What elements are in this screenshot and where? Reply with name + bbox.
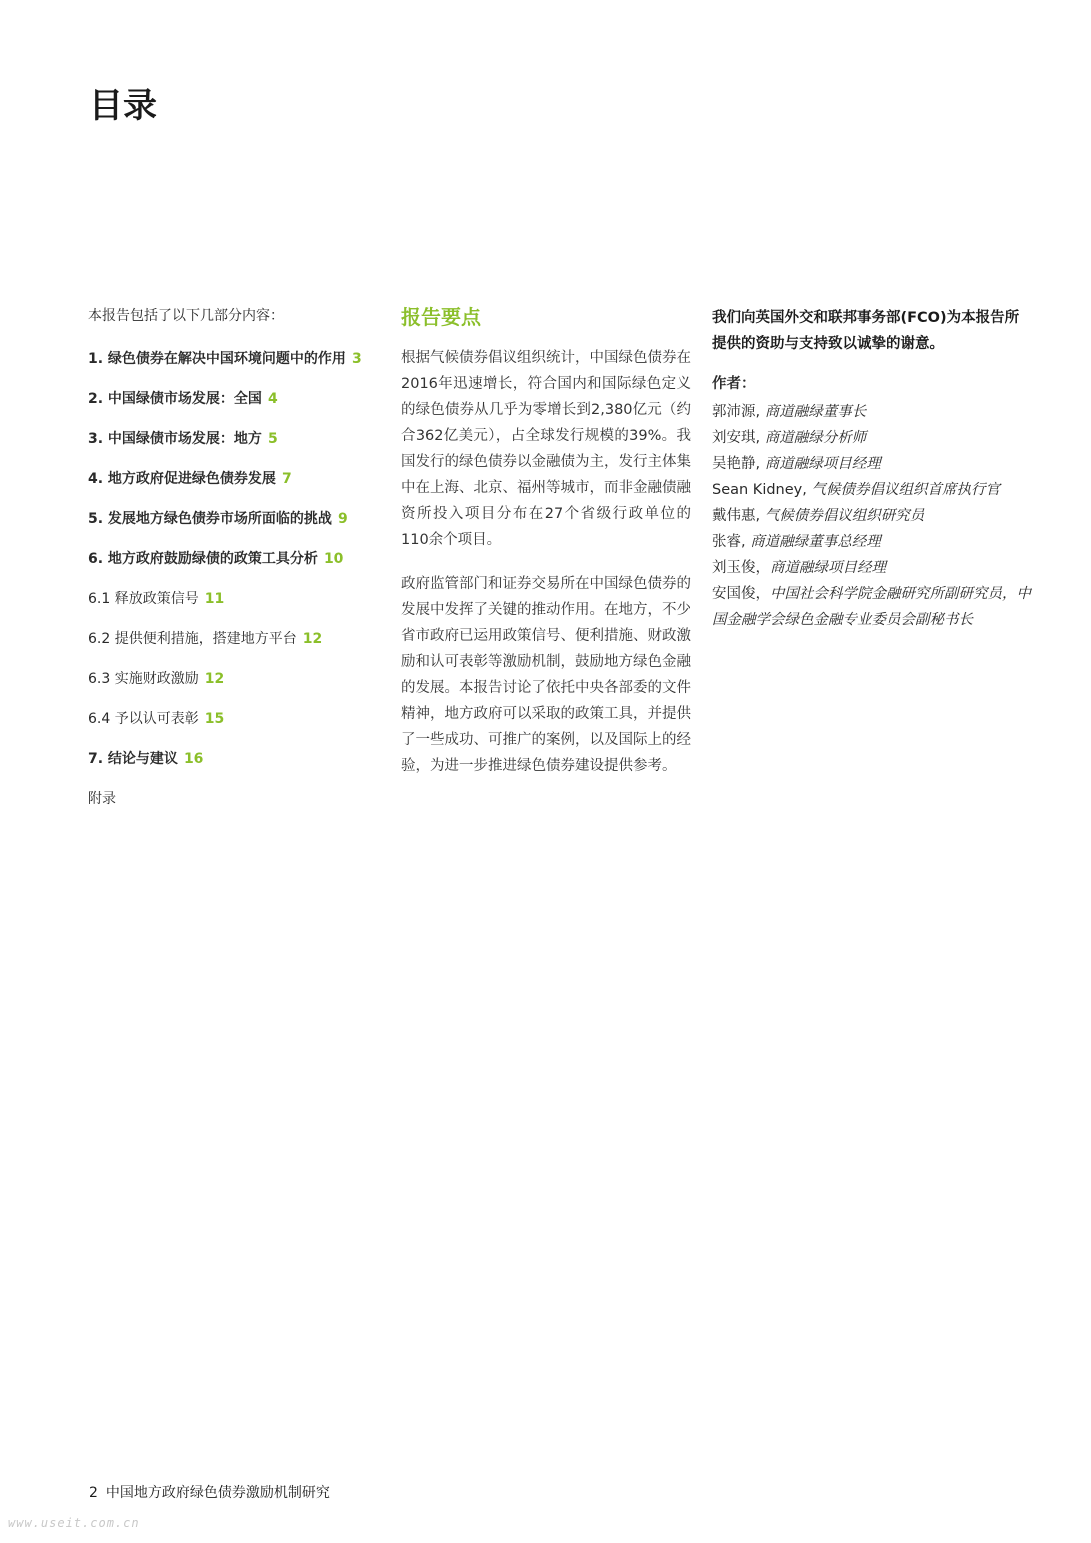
author-name: Sean Kidney,	[712, 482, 812, 498]
toc-item[interactable]	[88, 629, 373, 649]
toc-item-label: 4. 地方政府促进绿色债券发展	[88, 471, 276, 487]
toc-item-page: 12	[302, 631, 323, 647]
author-name: 刘玉俊，	[712, 560, 770, 576]
toc-item-label: 附录	[88, 791, 116, 807]
toc-item-page: 4	[267, 391, 278, 407]
toc-item-page: 12	[204, 671, 225, 687]
author-role: 商道融绿董事总经理	[750, 534, 881, 550]
author-entry	[712, 581, 1032, 633]
toc-item-label: 2. 中国绿债市场发展：全国	[88, 391, 262, 407]
author-entry	[712, 425, 1032, 451]
author-name: 戴伟惠,	[712, 508, 765, 524]
toc-item[interactable]	[88, 749, 373, 769]
author-name: 吴艳静,	[712, 456, 765, 472]
toc-item[interactable]	[88, 709, 373, 729]
toc-item[interactable]	[88, 789, 373, 809]
toc-item[interactable]	[88, 589, 373, 609]
toc-item-label: 6. 地方政府鼓励绿债的政策工具分析	[88, 551, 318, 567]
highlights-column	[401, 305, 691, 797]
toc-item-label: 1. 绿色债券在解决中国环境问题中的作用	[88, 351, 346, 367]
author-role: 商道融绿分析师	[764, 430, 867, 446]
toc-intro: 本报告包括了以下几部分内容：	[88, 308, 284, 324]
document-title: 中国地方政府绿色债券激励机制研究	[105, 1485, 330, 1501]
page-number: 2	[89, 1485, 98, 1501]
author-name: 安国俊，	[712, 586, 770, 602]
toc-item-page: 7	[281, 471, 292, 487]
toc-item-page: 16	[183, 751, 204, 767]
toc-item[interactable]	[88, 429, 373, 449]
page-title: 目录	[89, 86, 157, 126]
author-name: 刘安琪,	[712, 430, 765, 446]
toc-list	[88, 349, 373, 809]
toc-item[interactable]	[88, 509, 373, 529]
toc-column	[88, 305, 373, 829]
toc-item-page: 9	[337, 511, 348, 527]
toc-item[interactable]	[88, 469, 373, 489]
author-entry	[712, 529, 1032, 555]
highlights-paragraph-2: 政府监管部门和证券交易所在中国绿色债券的发展中发挥了关键的推动作用。在地方，不少省市政府已运用政策信号、便利措施、财政激励和认可表彰等激励机制，鼓励地方绿色金融的发展。本报告讨论了依托中央各部委的文件精神，地方政府可以采取的政策工具，并提供了一些成功、可推广的案例，以及国际上的经验，为进一步推进绿色债券建设提供参考。	[401, 576, 691, 774]
toc-item-page: 5	[267, 431, 278, 447]
author-role: 商道融绿董事长	[764, 404, 867, 420]
author-role: 商道融绿项目经理	[764, 456, 881, 472]
author-entry	[712, 503, 1032, 529]
toc-item-label: 6.3 实施财政激励	[88, 671, 199, 687]
toc-item[interactable]	[88, 349, 373, 369]
author-entry	[712, 477, 1032, 503]
toc-item-page: 15	[204, 711, 225, 727]
toc-item-label: 3. 中国绿债市场发展：地方	[88, 431, 262, 447]
author-list	[712, 399, 1032, 633]
toc-item[interactable]	[88, 669, 373, 689]
author-entry	[712, 555, 1032, 581]
author-role: 气候债券倡议组织首席执行官	[811, 482, 1000, 498]
acknowledgement: 我们向英国外交和联邦事务部(FCO)为本报告所提供的资助与支持致以诚挚的谢意。	[712, 310, 1020, 352]
author-role: 商道融绿项目经理	[770, 560, 886, 576]
toc-item[interactable]	[88, 389, 373, 409]
toc-item[interactable]	[88, 549, 373, 569]
highlights-paragraph-1: 根据气候债券倡议组织统计，中国绿色债券在2016年迅速增长，符合国内和国际绿色定义的绿色债券从几乎为零增长到2,380亿元（约合362亿美元），占全球发行规模的39%。我国发行的绿色债券以金融债为主，发行主体集中在上海、北京、福州等城市，而非金融债融资所投入项目分布在27个省级行政单位的110余个项目。	[401, 350, 691, 548]
toc-item-page: 3	[351, 351, 362, 367]
highlights-title: 报告要点	[401, 305, 481, 329]
credits-column	[712, 305, 1032, 633]
author-role: 中国社会科学院金融研究所副研究员，中国金融学会绿色金融专业委员会副秘书长	[712, 586, 1031, 628]
author-entry	[712, 399, 1032, 425]
toc-item-label: 6.1 释放政策信号	[88, 591, 199, 607]
authors-label: 作者：	[712, 376, 756, 392]
toc-item-label: 6.2 提供便利措施，搭建地方平台	[88, 631, 297, 647]
author-entry	[712, 451, 1032, 477]
toc-item-page: 10	[323, 551, 344, 567]
toc-item-page: 11	[204, 591, 225, 607]
author-name: 张睿,	[712, 534, 751, 550]
toc-item-label: 5. 发展地方绿色债券市场所面临的挑战	[88, 511, 332, 527]
author-name: 郭沛源,	[712, 404, 765, 420]
toc-item-label: 7. 结论与建议	[88, 751, 178, 767]
page-footer	[89, 1482, 330, 1502]
watermark: www.useit.com.cn	[8, 1516, 140, 1530]
author-role: 气候债券倡议组织研究员	[764, 508, 925, 524]
toc-item-label: 6.4 予以认可表彰	[88, 711, 199, 727]
